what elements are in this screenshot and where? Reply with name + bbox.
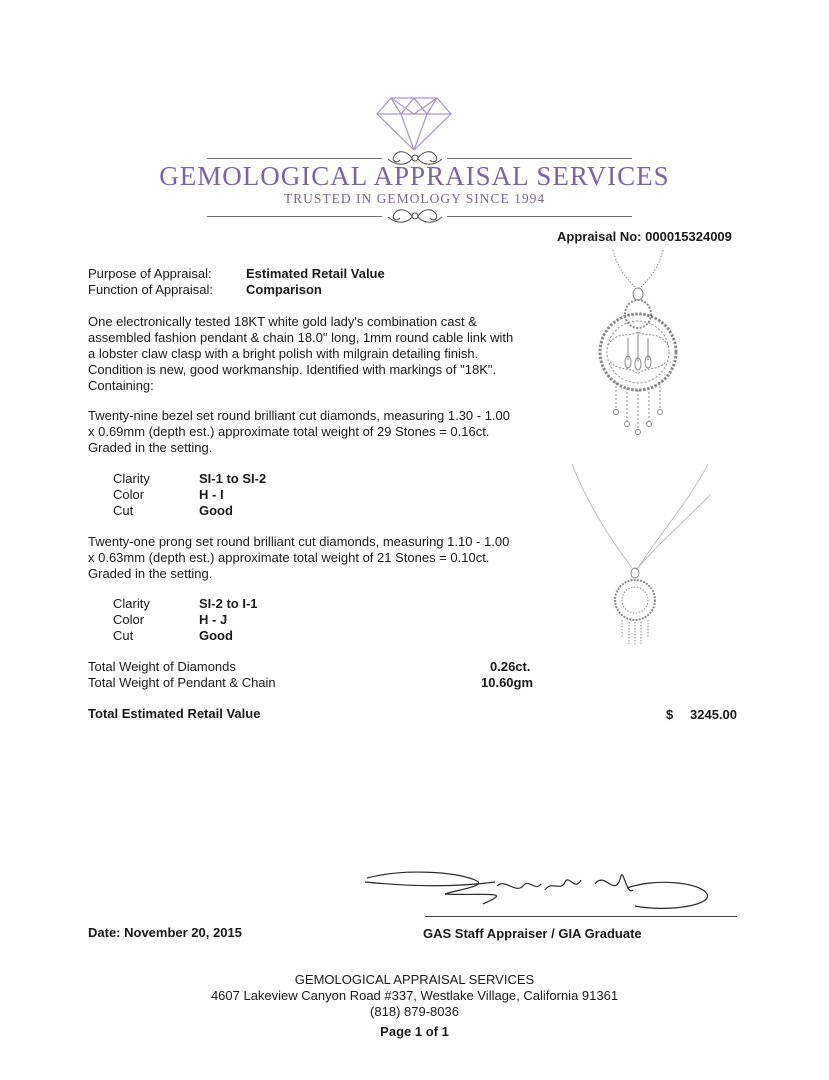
stone-group-2-description: Twenty-one prong set round brilliant cut diamonds, measuring 1.10 - 1.00 x 0.63mm (depth est.) approximate total weight of 21 Stones = 0.10ct. Graded in the setting. — [88, 534, 510, 581]
footer-phone: (818) 879-8036 — [370, 1004, 459, 1019]
logo-rule-top-right — [447, 158, 632, 159]
clarity-value: SI-1 to SI-2 — [199, 471, 267, 486]
stone-group-1-description: Twenty-nine bezel set round brilliant cut diamonds, measuring 1.30 - 1.00 x 0.69mm (depth est.) approximate total weight of 29 Stones = 0.16ct. Graded in the setting. — [88, 408, 511, 455]
cut-value: Good — [199, 628, 233, 643]
item-weight-label: Total Weight of Pendant & Chain — [88, 675, 276, 690]
signature-line — [425, 916, 737, 917]
appraisal-number: Appraisal No: 000015324009 — [557, 229, 732, 244]
signature — [365, 860, 710, 920]
function-label: Function of Appraisal: — [88, 282, 214, 297]
clarity-label: Clarity — [113, 471, 150, 486]
function-value: Comparison — [246, 282, 322, 297]
color-value: H - J — [199, 612, 228, 627]
purpose-value: Estimated Retail Value — [246, 266, 385, 281]
appraiser-title: GAS Staff Appraiser / GIA Graduate — [423, 926, 642, 941]
purpose-label: Purpose of Appraisal: — [88, 266, 212, 281]
retail-value: 3245.00 — [690, 707, 737, 722]
color-label: Color — [113, 487, 145, 502]
diamond-logo-icon — [373, 92, 455, 154]
ornament-icon — [382, 204, 448, 228]
pendant-photo-closeup — [588, 250, 688, 440]
footer-company: GEMOLOGICAL APPRAISAL SERVICES — [294, 972, 535, 987]
clarity-value: SI-2 to I-1 — [199, 596, 258, 611]
clarity-label: Clarity — [113, 596, 150, 611]
pendant-photo-chain — [560, 460, 710, 650]
cut-value: Good — [199, 503, 233, 518]
appraisal-date: Date: November 20, 2015 — [88, 925, 242, 940]
item-weight-value: 10.60gm — [481, 675, 534, 690]
cut-label: Cut — [113, 503, 134, 518]
color-label: Color — [113, 612, 145, 627]
item-description: One electronically tested 18KT white gold lady's combination cast & assembled fashion pendant & chain 18.0" long, 1mm round cable link with a lobster claw clasp with a bright polish with milgrain detailing finish. Condition is new, good workmanship. Identified with markings of "18K". Containing: — [88, 314, 514, 393]
logo-rule-bottom-left — [207, 216, 382, 217]
brand-name: GEMOLOGICAL APPRAISAL SERVICES — [159, 161, 670, 191]
footer-address: 4607 Lakeview Canyon Road #337, Westlake Village, California 91361 — [210, 988, 619, 1003]
page-number: Page 1 of 1 — [380, 1024, 449, 1039]
currency-symbol: $ — [666, 707, 674, 722]
brand-tagline: TRUSTED IN GEMOLOGY SINCE 1994 — [283, 191, 546, 206]
cut-label: Cut — [113, 628, 134, 643]
color-value: H - I — [199, 487, 224, 502]
retail-value-label: Total Estimated Retail Value — [88, 706, 261, 721]
diamond-weight-value: 0.26ct. — [490, 659, 531, 674]
diamond-weight-label: Total Weight of Diamonds — [88, 659, 236, 674]
logo-rule-top-left — [207, 158, 382, 159]
logo-rule-bottom-right — [447, 216, 632, 217]
